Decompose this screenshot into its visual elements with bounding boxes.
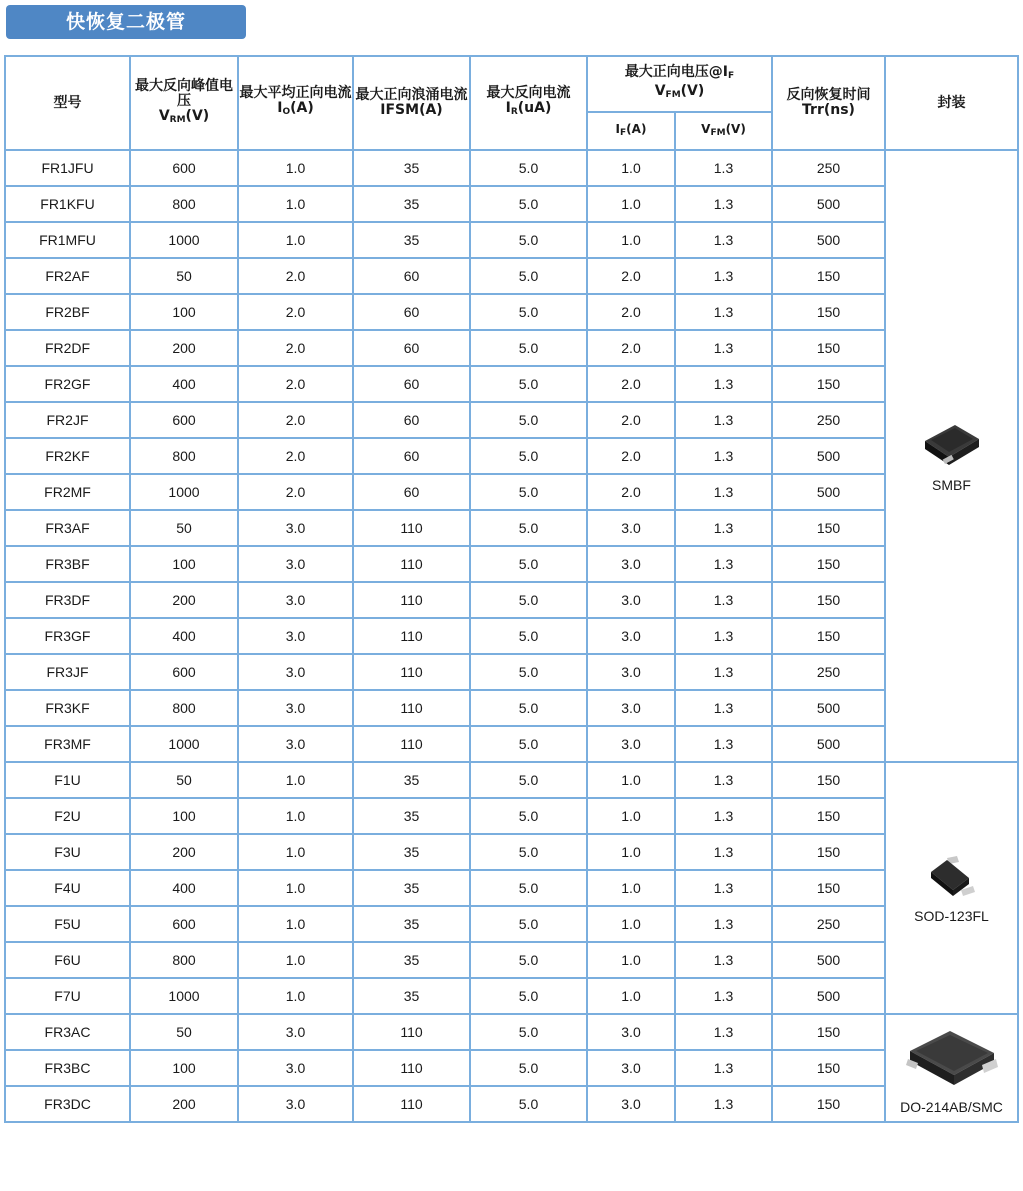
cell-io: 1.0 xyxy=(238,186,353,222)
cell-ifsm: 35 xyxy=(353,906,470,942)
cell-ifsm: 35 xyxy=(353,870,470,906)
cell-if: 1.0 xyxy=(587,222,675,258)
package-cell xyxy=(885,1014,1018,1122)
cell-vfm: 1.3 xyxy=(675,294,772,330)
cell-io: 3.0 xyxy=(238,654,353,690)
cell-trr: 150 xyxy=(772,870,885,906)
diode-spec-table xyxy=(4,55,1019,1123)
table-row xyxy=(5,186,1018,222)
cell-trr: 150 xyxy=(772,294,885,330)
cell-if: 3.0 xyxy=(587,1086,675,1122)
cell-ifsm: 35 xyxy=(353,222,470,258)
cell-vfm: 1.3 xyxy=(675,582,772,618)
cell-vrm: 400 xyxy=(130,870,238,906)
cell-model: FR2BF xyxy=(5,294,130,330)
cell-ir: 5.0 xyxy=(470,402,587,438)
cell-trr: 500 xyxy=(772,942,885,978)
cell-ifsm: 110 xyxy=(353,1050,470,1086)
table-row xyxy=(5,834,1018,870)
cell-vfm: 1.3 xyxy=(675,510,772,546)
cell-model: F1U xyxy=(5,762,130,798)
table-row xyxy=(5,258,1018,294)
package-name: SMBF xyxy=(932,477,971,493)
header-if: $I_F(A)$ xyxy=(587,112,675,150)
cell-trr: 150 xyxy=(772,258,885,294)
cell-if: 3.0 xyxy=(587,1050,675,1086)
cell-model: FR1KFU xyxy=(5,186,130,222)
cell-ir: 5.0 xyxy=(470,906,587,942)
cell-model: FR2AF xyxy=(5,258,130,294)
cell-ifsm: 35 xyxy=(353,186,470,222)
cell-ifsm: 35 xyxy=(353,762,470,798)
cell-if: 1.0 xyxy=(587,906,675,942)
cell-ifsm: 110 xyxy=(353,654,470,690)
cell-vrm: 800 xyxy=(130,438,238,474)
cell-ifsm: 35 xyxy=(353,978,470,1014)
cell-io: 1.0 xyxy=(238,834,353,870)
cell-vfm: 1.3 xyxy=(675,222,772,258)
header-vfm-group: 最大正向电压$@I_F$ $V_{FM}(V)$ xyxy=(587,56,772,112)
cell-vfm: 1.3 xyxy=(675,402,772,438)
header-vfm: $V_{FM}(V)$ xyxy=(675,112,772,150)
cell-vrm: 800 xyxy=(130,186,238,222)
cell-io: 3.0 xyxy=(238,546,353,582)
cell-vrm: 1000 xyxy=(130,978,238,1014)
table-row xyxy=(5,726,1018,762)
cell-ir: 5.0 xyxy=(470,978,587,1014)
cell-io: 1.0 xyxy=(238,942,353,978)
cell-ir: 5.0 xyxy=(470,150,587,186)
cell-ifsm: 110 xyxy=(353,582,470,618)
cell-io: 1.0 xyxy=(238,978,353,1014)
cell-vrm: 100 xyxy=(130,1050,238,1086)
header-package: 封装 xyxy=(885,56,1018,150)
cell-if: 1.0 xyxy=(587,978,675,1014)
page-title: 快恢复二极管 xyxy=(6,5,246,39)
cell-vfm: 1.3 xyxy=(675,978,772,1014)
cell-ir: 5.0 xyxy=(470,618,587,654)
cell-if: 1.0 xyxy=(587,186,675,222)
cell-ir: 5.0 xyxy=(470,834,587,870)
cell-trr: 500 xyxy=(772,978,885,1014)
cell-if: 3.0 xyxy=(587,1014,675,1050)
cell-io: 2.0 xyxy=(238,258,353,294)
cell-vrm: 400 xyxy=(130,366,238,402)
cell-io: 1.0 xyxy=(238,798,353,834)
cell-ir: 5.0 xyxy=(470,366,587,402)
cell-model: FR2MF xyxy=(5,474,130,510)
cell-io: 1.0 xyxy=(238,222,353,258)
cell-if: 2.0 xyxy=(587,438,675,474)
table-row xyxy=(5,870,1018,906)
cell-vrm: 50 xyxy=(130,762,238,798)
cell-vfm: 1.3 xyxy=(675,942,772,978)
cell-model: F3U xyxy=(5,834,130,870)
cell-if: 2.0 xyxy=(587,474,675,510)
cell-ifsm: 60 xyxy=(353,330,470,366)
cell-ir: 5.0 xyxy=(470,294,587,330)
cell-io: 3.0 xyxy=(238,510,353,546)
header-vrm: 最大反向峰值电压 $V_{RM}(V)$ xyxy=(130,56,238,150)
cell-if: 2.0 xyxy=(587,402,675,438)
cell-vrm: 200 xyxy=(130,582,238,618)
cell-if: 3.0 xyxy=(587,726,675,762)
cell-ir: 5.0 xyxy=(470,690,587,726)
cell-ir: 5.0 xyxy=(470,510,587,546)
cell-if: 2.0 xyxy=(587,366,675,402)
cell-ifsm: 60 xyxy=(353,402,470,438)
cell-vrm: 800 xyxy=(130,690,238,726)
cell-io: 1.0 xyxy=(238,150,353,186)
table-row xyxy=(5,546,1018,582)
cell-vfm: 1.3 xyxy=(675,834,772,870)
cell-io: 3.0 xyxy=(238,726,353,762)
cell-trr: 150 xyxy=(772,1086,885,1122)
cell-ifsm: 35 xyxy=(353,834,470,870)
cell-vrm: 100 xyxy=(130,798,238,834)
table-row xyxy=(5,1014,1018,1050)
cell-vrm: 100 xyxy=(130,546,238,582)
cell-if: 3.0 xyxy=(587,654,675,690)
cell-ifsm: 60 xyxy=(353,294,470,330)
cell-vrm: 800 xyxy=(130,942,238,978)
cell-vfm: 1.3 xyxy=(675,1050,772,1086)
cell-trr: 150 xyxy=(772,762,885,798)
cell-model: FR3MF xyxy=(5,726,130,762)
table-row xyxy=(5,798,1018,834)
cell-ifsm: 110 xyxy=(353,1014,470,1050)
table-row xyxy=(5,438,1018,474)
cell-io: 2.0 xyxy=(238,294,353,330)
cell-if: 3.0 xyxy=(587,546,675,582)
cell-if: 2.0 xyxy=(587,294,675,330)
cell-io: 3.0 xyxy=(238,582,353,618)
table-row xyxy=(5,150,1018,186)
table-row xyxy=(5,978,1018,1014)
cell-model: FR3AF xyxy=(5,510,130,546)
cell-trr: 500 xyxy=(772,438,885,474)
cell-vrm: 50 xyxy=(130,258,238,294)
table-row xyxy=(5,402,1018,438)
cell-ifsm: 60 xyxy=(353,366,470,402)
cell-model: FR3JF xyxy=(5,654,130,690)
cell-io: 1.0 xyxy=(238,906,353,942)
cell-vrm: 600 xyxy=(130,150,238,186)
sod123fl-package-icon xyxy=(886,852,1017,902)
cell-ifsm: 110 xyxy=(353,726,470,762)
cell-vrm: 200 xyxy=(130,1086,238,1122)
cell-vfm: 1.3 xyxy=(675,726,772,762)
cell-vrm: 600 xyxy=(130,402,238,438)
cell-io: 2.0 xyxy=(238,474,353,510)
header-trr: 反向恢复时间 Trr(ns) xyxy=(772,56,885,150)
cell-ir: 5.0 xyxy=(470,726,587,762)
table-row xyxy=(5,1086,1018,1122)
cell-model: F7U xyxy=(5,978,130,1014)
header-model: 型号 xyxy=(5,56,130,150)
cell-io: 1.0 xyxy=(238,762,353,798)
cell-model: F4U xyxy=(5,870,130,906)
cell-if: 1.0 xyxy=(587,942,675,978)
cell-ir: 5.0 xyxy=(470,258,587,294)
cell-vfm: 1.3 xyxy=(675,330,772,366)
cell-trr: 500 xyxy=(772,690,885,726)
cell-ifsm: 35 xyxy=(353,150,470,186)
cell-if: 3.0 xyxy=(587,690,675,726)
cell-vfm: 1.3 xyxy=(675,906,772,942)
cell-trr: 500 xyxy=(772,222,885,258)
cell-vfm: 1.3 xyxy=(675,186,772,222)
table-row xyxy=(5,474,1018,510)
cell-model: FR2JF xyxy=(5,402,130,438)
cell-model: FR3DF xyxy=(5,582,130,618)
cell-vfm: 1.3 xyxy=(675,150,772,186)
cell-ifsm: 60 xyxy=(353,258,470,294)
cell-ifsm: 110 xyxy=(353,1086,470,1122)
cell-io: 3.0 xyxy=(238,1050,353,1086)
smc-package-icon xyxy=(886,1025,1017,1093)
cell-trr: 150 xyxy=(772,1050,885,1086)
cell-if: 1.0 xyxy=(587,834,675,870)
header-ifsm: 最大正向浪涌电流 IFSM(A) xyxy=(353,56,470,150)
cell-io: 3.0 xyxy=(238,1014,353,1050)
cell-ir: 5.0 xyxy=(470,798,587,834)
table-body xyxy=(5,150,1018,1122)
cell-vfm: 1.3 xyxy=(675,618,772,654)
cell-if: 3.0 xyxy=(587,618,675,654)
table-row xyxy=(5,906,1018,942)
cell-if: 2.0 xyxy=(587,258,675,294)
table-row xyxy=(5,582,1018,618)
table-row xyxy=(5,654,1018,690)
cell-model: FR3BF xyxy=(5,546,130,582)
cell-ir: 5.0 xyxy=(470,942,587,978)
cell-trr: 150 xyxy=(772,798,885,834)
cell-io: 1.0 xyxy=(238,870,353,906)
cell-ir: 5.0 xyxy=(470,1014,587,1050)
cell-ir: 5.0 xyxy=(470,870,587,906)
table-row xyxy=(5,294,1018,330)
cell-trr: 150 xyxy=(772,1014,885,1050)
cell-model: FR2KF xyxy=(5,438,130,474)
cell-trr: 150 xyxy=(772,618,885,654)
cell-ir: 5.0 xyxy=(470,330,587,366)
cell-ir: 5.0 xyxy=(470,546,587,582)
cell-model: FR2GF xyxy=(5,366,130,402)
cell-trr: 150 xyxy=(772,582,885,618)
cell-trr: 250 xyxy=(772,906,885,942)
cell-ir: 5.0 xyxy=(470,1086,587,1122)
cell-ir: 5.0 xyxy=(470,654,587,690)
cell-model: FR3AC xyxy=(5,1014,130,1050)
cell-vfm: 1.3 xyxy=(675,258,772,294)
cell-io: 3.0 xyxy=(238,690,353,726)
cell-vfm: 1.3 xyxy=(675,1086,772,1122)
cell-trr: 150 xyxy=(772,546,885,582)
package-name: DO-214AB/SMC xyxy=(900,1099,1003,1115)
cell-ifsm: 110 xyxy=(353,618,470,654)
cell-vrm: 200 xyxy=(130,834,238,870)
package-name: SOD-123FL xyxy=(914,908,989,924)
table-row xyxy=(5,330,1018,366)
cell-ir: 5.0 xyxy=(470,1050,587,1086)
table-row xyxy=(5,222,1018,258)
cell-vfm: 1.3 xyxy=(675,762,772,798)
cell-ifsm: 35 xyxy=(353,798,470,834)
cell-vfm: 1.3 xyxy=(675,1014,772,1050)
cell-model: FR3BC xyxy=(5,1050,130,1086)
cell-model: FR1MFU xyxy=(5,222,130,258)
cell-if: 1.0 xyxy=(587,870,675,906)
cell-model: F5U xyxy=(5,906,130,942)
cell-trr: 250 xyxy=(772,402,885,438)
cell-vfm: 1.3 xyxy=(675,690,772,726)
cell-vrm: 1000 xyxy=(130,474,238,510)
cell-io: 3.0 xyxy=(238,1086,353,1122)
cell-vfm: 1.3 xyxy=(675,366,772,402)
cell-vrm: 50 xyxy=(130,510,238,546)
table-row xyxy=(5,690,1018,726)
cell-ir: 5.0 xyxy=(470,438,587,474)
cell-vrm: 50 xyxy=(130,1014,238,1050)
cell-vrm: 600 xyxy=(130,654,238,690)
cell-vfm: 1.3 xyxy=(675,654,772,690)
cell-if: 2.0 xyxy=(587,330,675,366)
cell-if: 1.0 xyxy=(587,150,675,186)
cell-ifsm: 35 xyxy=(353,942,470,978)
cell-if: 3.0 xyxy=(587,510,675,546)
cell-vrm: 1000 xyxy=(130,222,238,258)
cell-ifsm: 110 xyxy=(353,690,470,726)
cell-trr: 500 xyxy=(772,726,885,762)
cell-trr: 250 xyxy=(772,150,885,186)
cell-trr: 250 xyxy=(772,654,885,690)
table-row xyxy=(5,1050,1018,1086)
cell-model: FR3KF xyxy=(5,690,130,726)
cell-vfm: 1.3 xyxy=(675,474,772,510)
table-row xyxy=(5,510,1018,546)
table-row xyxy=(5,366,1018,402)
cell-trr: 150 xyxy=(772,366,885,402)
cell-vfm: 1.3 xyxy=(675,546,772,582)
cell-model: FR3GF xyxy=(5,618,130,654)
cell-vfm: 1.3 xyxy=(675,870,772,906)
cell-vrm: 600 xyxy=(130,906,238,942)
cell-io: 3.0 xyxy=(238,618,353,654)
cell-ifsm: 60 xyxy=(353,438,470,474)
cell-vrm: 200 xyxy=(130,330,238,366)
cell-io: 2.0 xyxy=(238,330,353,366)
cell-model: F2U xyxy=(5,798,130,834)
cell-trr: 150 xyxy=(772,834,885,870)
cell-model: FR3DC xyxy=(5,1086,130,1122)
smbf-package-icon xyxy=(886,419,1017,471)
package-cell xyxy=(885,150,1018,762)
table-row xyxy=(5,618,1018,654)
cell-vfm: 1.3 xyxy=(675,798,772,834)
cell-io: 2.0 xyxy=(238,366,353,402)
cell-ifsm: 110 xyxy=(353,510,470,546)
cell-ir: 5.0 xyxy=(470,582,587,618)
cell-vrm: 400 xyxy=(130,618,238,654)
cell-if: 1.0 xyxy=(587,798,675,834)
cell-io: 2.0 xyxy=(238,438,353,474)
header-io: 最大平均正向电流 $I_O(A)$ xyxy=(238,56,353,150)
cell-trr: 150 xyxy=(772,510,885,546)
cell-vfm: 1.3 xyxy=(675,438,772,474)
package-cell xyxy=(885,762,1018,1014)
cell-ir: 5.0 xyxy=(470,222,587,258)
cell-trr: 500 xyxy=(772,186,885,222)
cell-ifsm: 60 xyxy=(353,474,470,510)
cell-if: 1.0 xyxy=(587,762,675,798)
table-row xyxy=(5,942,1018,978)
cell-model: FR2DF xyxy=(5,330,130,366)
cell-if: 3.0 xyxy=(587,582,675,618)
cell-model: FR1JFU xyxy=(5,150,130,186)
cell-ir: 5.0 xyxy=(470,474,587,510)
cell-io: 2.0 xyxy=(238,402,353,438)
cell-trr: 500 xyxy=(772,474,885,510)
header-ir: 最大反向电流 $I_R(uA)$ xyxy=(470,56,587,150)
cell-vrm: 1000 xyxy=(130,726,238,762)
cell-vrm: 100 xyxy=(130,294,238,330)
cell-model: F6U xyxy=(5,942,130,978)
cell-ir: 5.0 xyxy=(470,762,587,798)
cell-trr: 150 xyxy=(772,330,885,366)
cell-ir: 5.0 xyxy=(470,186,587,222)
table-row xyxy=(5,762,1018,798)
cell-ifsm: 110 xyxy=(353,546,470,582)
